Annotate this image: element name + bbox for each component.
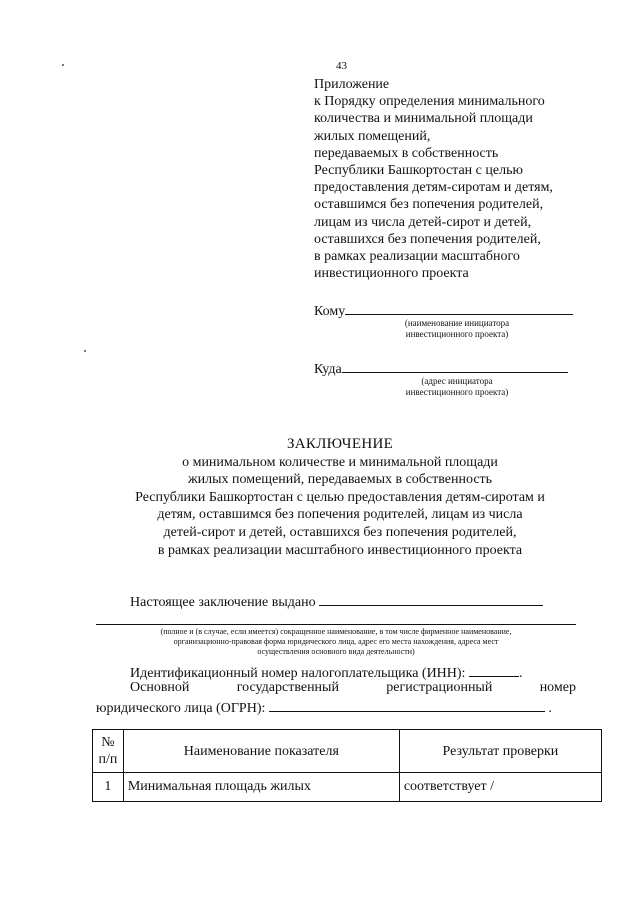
appendix-line: лицам из числа детей-сирот и детей, — [314, 214, 532, 230]
ogrn-suffix: . — [548, 701, 552, 716]
ogrn-word: регистрационный — [386, 680, 493, 695]
appendix-line: оставшихся без попечения родителей, — [314, 231, 541, 247]
inn-field[interactable] — [469, 662, 519, 677]
issued-note-line: осуществления основного вида деятельности) — [257, 647, 415, 656]
header-number-line: № — [101, 735, 115, 750]
table-row — [93, 773, 602, 802]
recipient-where-row — [314, 358, 568, 378]
appendix-line: Приложение — [314, 77, 390, 92]
recipient-where-note-line: (адрес инициатора — [421, 376, 493, 386]
inn-label: Идентификационный номер налогоплательщика (ИНН): — [130, 666, 466, 681]
ogrn-word: Основной — [130, 680, 190, 695]
issued-note-line: (полное и (в случае, если имеется) сокращенное наименование, в том числе фирменное наименование, — [160, 627, 512, 636]
appendix-line: к Порядку определения минимального — [314, 94, 545, 110]
appendix-line: передаваемых в собственность — [314, 145, 499, 161]
appendix-line: оставшимся без попечения родителей, — [314, 197, 544, 213]
issued-continuation-field[interactable] — [96, 624, 576, 625]
appendix-line: инвестиционного проекта — [314, 266, 469, 282]
recipient-to-field[interactable] — [345, 300, 573, 315]
header-number-line: п/п — [98, 752, 118, 767]
recipient-to-note — [372, 318, 542, 340]
title-line: Республики Башкортостан с целью предоставления детям-сиротам и — [135, 489, 545, 505]
header-number — [93, 730, 124, 773]
inn-row — [130, 662, 522, 682]
cell-number: 1 — [93, 773, 124, 802]
issued-field[interactable] — [319, 591, 543, 606]
table-header-row — [93, 730, 602, 773]
title-line: детям, оставшимся без попечения родителей, лицам из числа — [157, 507, 523, 523]
recipient-to-note-line: (наименование инициатора — [404, 318, 510, 328]
header-indicator-name: Наименование показателя — [123, 730, 399, 773]
issued-row — [130, 591, 543, 611]
ogrn-word: государственный — [236, 680, 339, 695]
appendix-line: жилых помещений, — [314, 128, 431, 144]
header-check-result: Результат проверки — [399, 730, 601, 773]
appendix-caption — [314, 76, 614, 282]
ogrn-label: юридического лица (ОГРН): — [96, 701, 266, 716]
ogrn-word: номер — [539, 680, 576, 695]
recipient-where-note — [372, 376, 542, 398]
title-line: детей-сирот и детей, оставшихся без попечения родителей, — [163, 524, 517, 540]
recipient-to-note-line: инвестиционного проекта) — [405, 329, 509, 339]
recipient-to-row — [314, 300, 573, 320]
inn-suffix: . — [518, 666, 523, 681]
recipient-where-note-line: инвестиционного проекта) — [405, 387, 509, 397]
appendix-line: количества и минимальной площади — [314, 111, 533, 127]
appendix-line: Республики Башкортостан с целью — [314, 163, 523, 179]
issued-note-line: организационно-правовая форма юридического лица, адрес его места нахождения, адреса мест — [173, 637, 499, 646]
issued-label: Настоящее заключение выдано — [130, 595, 316, 610]
recipient-where-field[interactable] — [342, 358, 568, 373]
recipient-to-label: Кому — [314, 304, 346, 319]
result-table — [92, 729, 602, 802]
scan-speck — [62, 64, 64, 66]
issued-note — [96, 627, 576, 657]
appendix-line: предоставления детям-сиротам и детям, — [314, 180, 553, 196]
title-heading: ЗАКЛЮЧЕНИЕ — [286, 436, 394, 452]
ogrn-field[interactable] — [269, 697, 545, 712]
document-title — [92, 436, 588, 559]
title-line: о минимальном количестве и минимальной площади — [182, 454, 498, 470]
scan-speck — [84, 350, 86, 352]
page-number: 43 — [336, 60, 347, 72]
ogrn-row-2 — [96, 697, 552, 717]
recipient-where-label: Куда — [314, 362, 342, 377]
title-line: жилых помещений, передаваемых в собственность — [187, 472, 493, 488]
title-line: в рамках реализации масштабного инвестиционного проекта — [157, 542, 523, 558]
cell-check-result: соответствует / — [399, 773, 601, 802]
ogrn-row-1 — [130, 680, 576, 696]
appendix-line: в рамках реализации масштабного — [314, 249, 520, 265]
cell-indicator-name: Минимальная площадь жилых — [123, 773, 399, 802]
